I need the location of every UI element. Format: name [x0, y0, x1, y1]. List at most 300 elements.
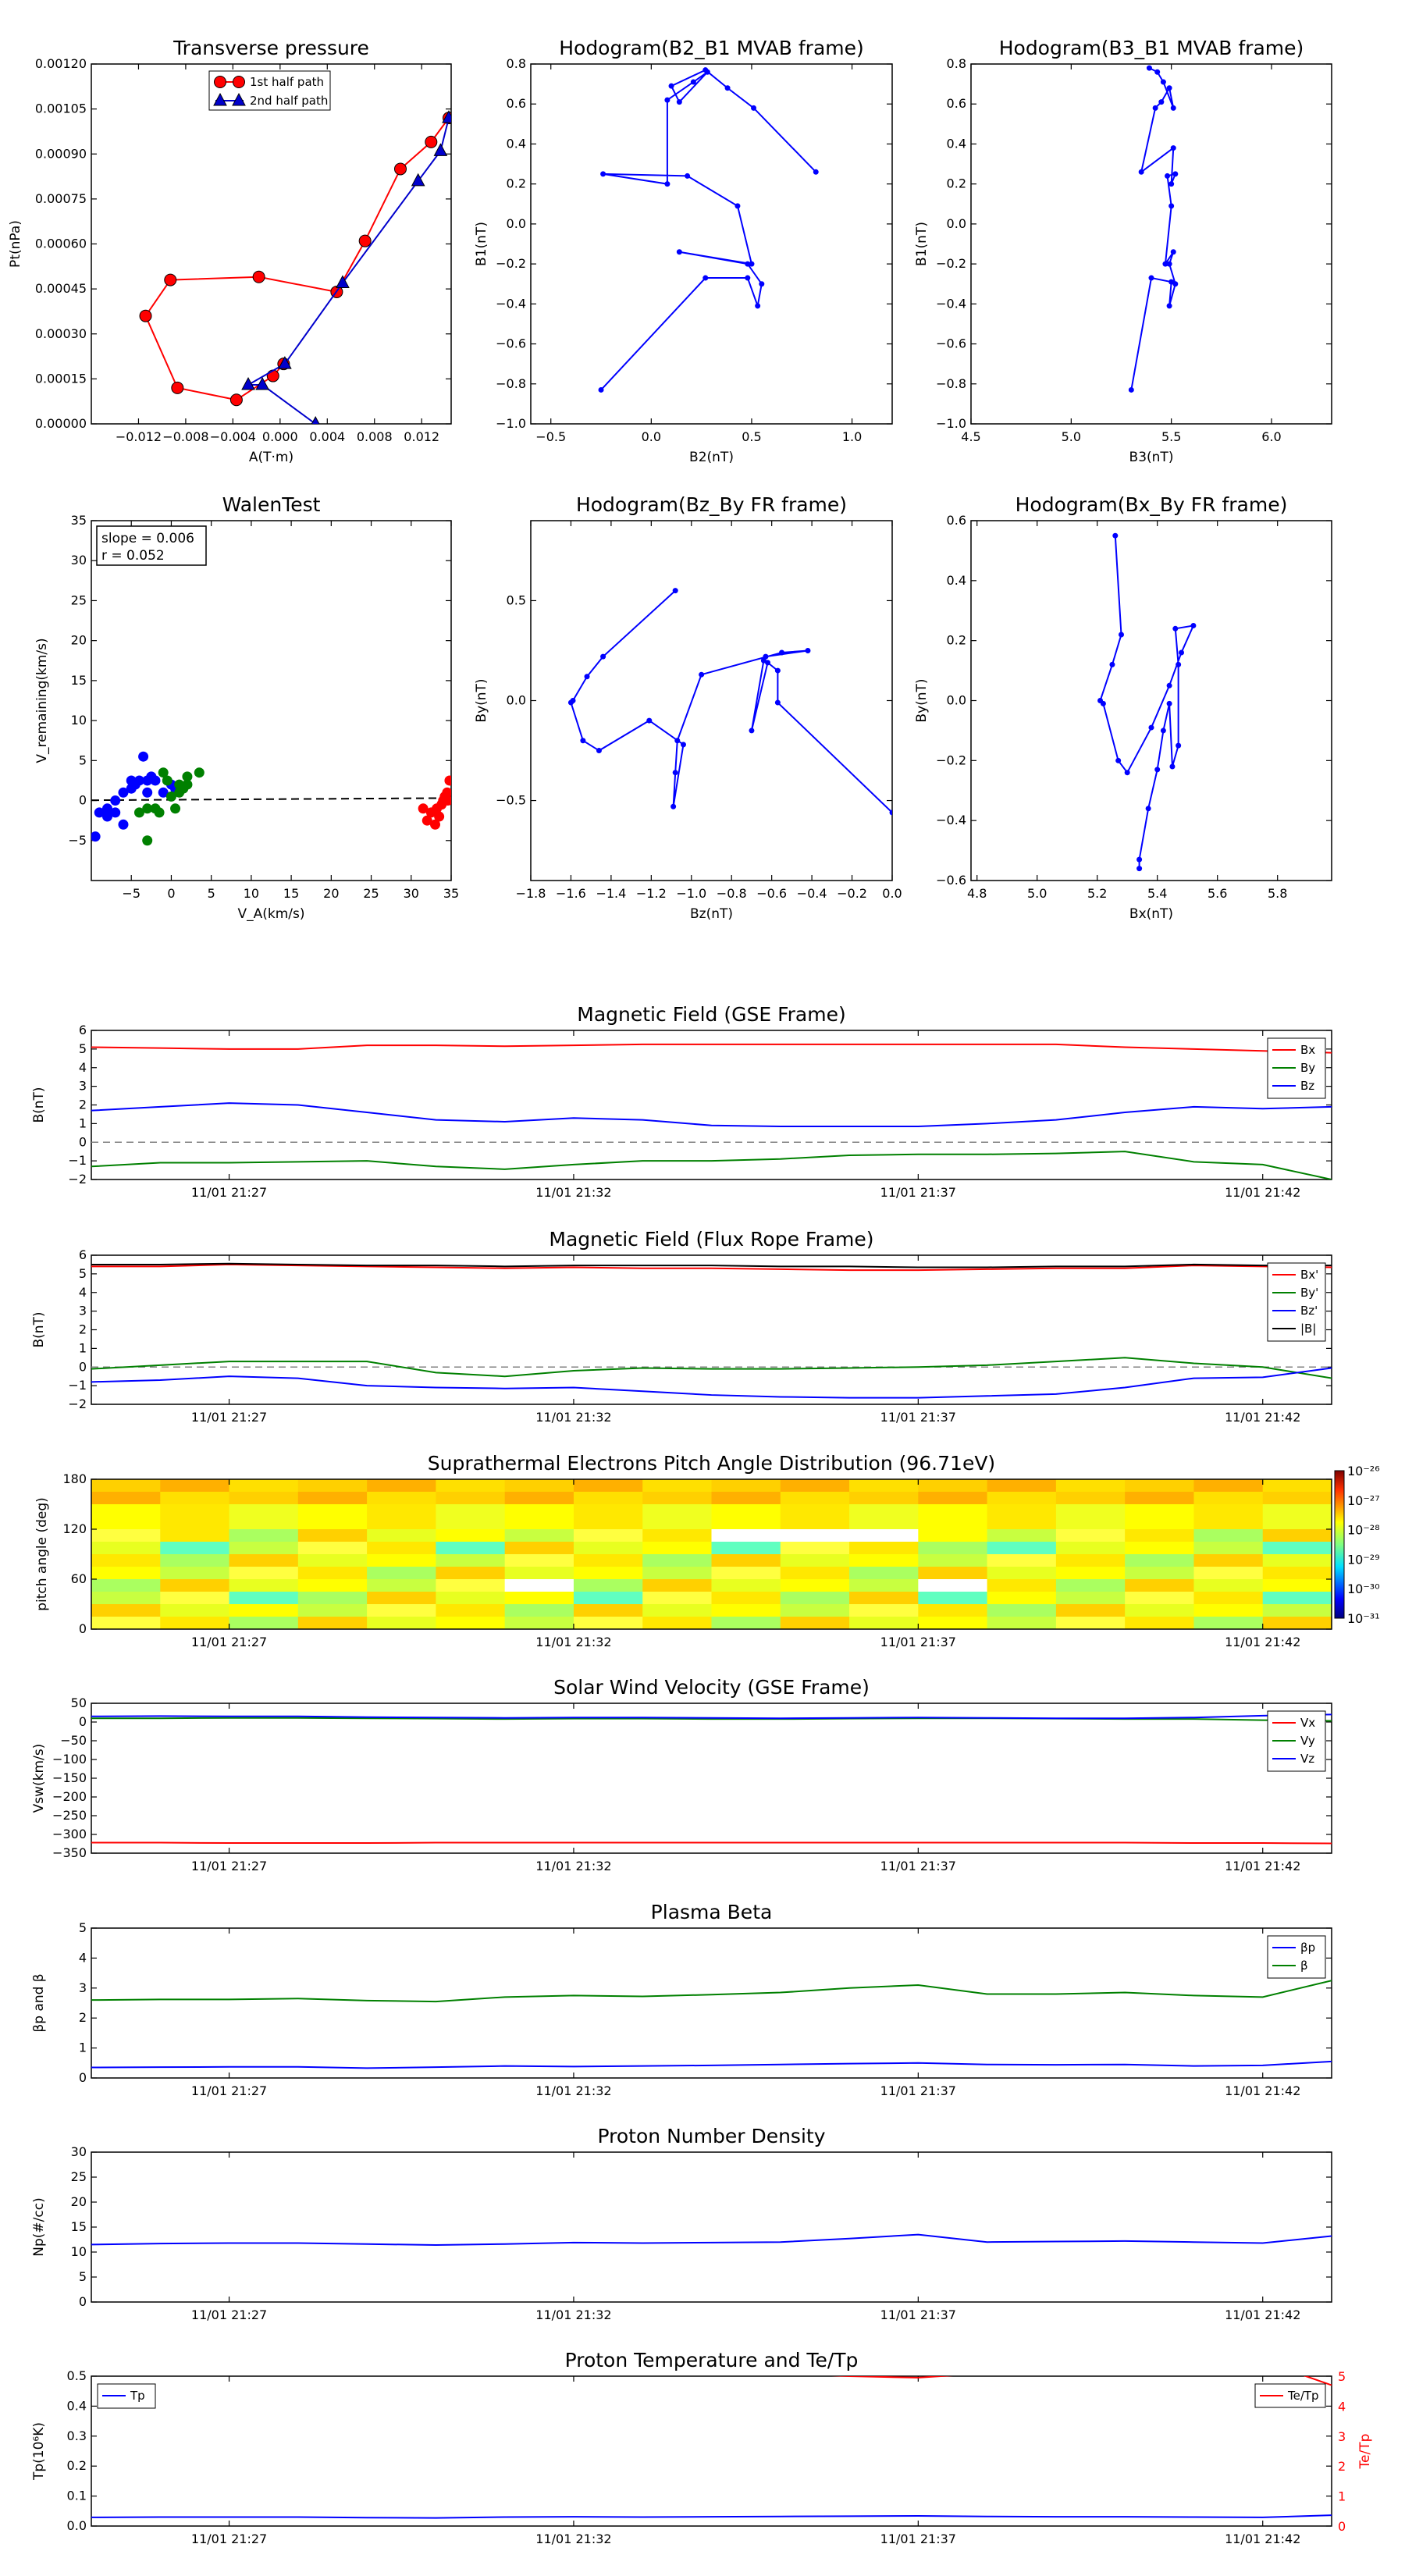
vsw-legend-label: Vx — [1300, 1716, 1316, 1730]
mf_gse-ytick-label: 3 — [78, 1078, 87, 1094]
h3-point — [699, 672, 704, 678]
h2-ytick-label: −0.4 — [936, 296, 966, 311]
h2-ytick-label: 0.2 — [946, 176, 966, 191]
mf_gse-ytick-label: −1 — [68, 1153, 87, 1169]
walen-ytick-label: 30 — [70, 553, 87, 568]
h3-xtick-label: −1.6 — [556, 886, 586, 901]
pad-cell — [1263, 1517, 1332, 1530]
pad-cell — [367, 1617, 436, 1630]
h4-ytick-label: −0.4 — [936, 813, 966, 828]
tp-point — [434, 144, 446, 155]
mf_gse-ylabel: B(nT) — [31, 1087, 47, 1123]
pad-cell — [298, 1617, 368, 1630]
h3-xtick-label: −0.8 — [716, 886, 747, 901]
pad-cell — [781, 1554, 850, 1567]
h1-point — [599, 387, 604, 393]
tp2-legend-right-label: Te/Tp — [1288, 2389, 1319, 2403]
h4-ytick-label: 0.0 — [946, 692, 966, 708]
np-ytick-label: 0 — [78, 2294, 87, 2309]
h2-plot — [1129, 66, 1178, 393]
pad-cell — [574, 1492, 643, 1505]
h4-point — [1172, 626, 1178, 632]
tp2-ytick-label: 0.3 — [66, 2428, 87, 2443]
np-ytick-label: 10 — [70, 2244, 87, 2259]
mf_gse-legend-label: By — [1300, 1061, 1316, 1075]
pad-cell — [436, 1592, 505, 1605]
h2-ytick-label: 0.8 — [946, 56, 966, 71]
h2-point — [1129, 387, 1134, 393]
pad-cell — [160, 1529, 229, 1542]
pad-cell — [918, 1617, 987, 1630]
h3-point — [673, 588, 678, 593]
mf_fr-ytick-label: −2 — [68, 1397, 87, 1411]
pad-cell — [574, 1567, 643, 1580]
pad-cell — [1263, 1604, 1332, 1617]
h1-ytick-label: 0.6 — [506, 96, 526, 112]
pad-cell — [642, 1617, 712, 1630]
pad-cell — [436, 1542, 505, 1555]
pad-cell — [1056, 1504, 1126, 1517]
pad-cell — [436, 1567, 505, 1580]
walen-point — [155, 807, 165, 817]
beta-xtick-label: 11/01 21:42 — [1225, 2083, 1301, 2098]
h4-point — [1167, 683, 1172, 688]
pad-cell — [160, 1579, 229, 1592]
pad-cell — [1056, 1542, 1126, 1555]
pad-cell — [367, 1579, 436, 1592]
h2-ytick-label: −0.6 — [936, 336, 966, 351]
pad-cell — [229, 1579, 299, 1592]
pad-cell — [574, 1579, 643, 1592]
h1-point — [677, 99, 682, 105]
tp-xtick-label: 0.008 — [356, 429, 393, 444]
pad-cell — [781, 1617, 850, 1630]
h1-point — [725, 85, 731, 91]
pad-cell — [91, 1604, 161, 1617]
pad-cell — [987, 1554, 1057, 1567]
pad-cell — [849, 1529, 919, 1542]
beta-ytick-label: 5 — [78, 1920, 87, 1935]
pad-cell — [574, 1504, 643, 1517]
tp2-y2tick-label: 3 — [1338, 2428, 1346, 2444]
mf_fr-axes — [31, 1228, 1332, 1425]
mf_fr-ytick-label: 6 — [78, 1247, 87, 1262]
tp2-ylabel: Tp(10⁶K) — [31, 2421, 47, 2481]
pad-cell — [1193, 1579, 1263, 1592]
beta-legend-label: β — [1300, 1959, 1308, 1973]
h1-ytick-label: 0.4 — [506, 136, 526, 151]
pad-cell — [229, 1592, 299, 1605]
pad-cell — [781, 1567, 850, 1580]
mf_fr-legend-label: |B| — [1300, 1322, 1317, 1336]
pad-cell — [1193, 1592, 1263, 1605]
h1-series-line-0 — [601, 70, 816, 390]
pad-cell — [849, 1567, 919, 1580]
pad-cell — [1125, 1529, 1194, 1542]
h1-point — [755, 303, 760, 308]
h3-point — [775, 668, 781, 674]
pad-cell — [367, 1479, 436, 1493]
h3-point — [674, 738, 680, 743]
h4-frame — [971, 521, 1332, 881]
pad-cell — [642, 1517, 712, 1530]
np-xtick-label: 11/01 21:37 — [880, 2307, 956, 2322]
walen-point — [174, 788, 184, 798]
pad-cell — [1263, 1617, 1332, 1630]
h4-point — [1176, 662, 1181, 667]
h1-ytick-label: 0.8 — [506, 56, 526, 71]
pad-cell — [712, 1517, 781, 1530]
walen-point — [182, 780, 192, 790]
tp-point — [230, 394, 242, 406]
pad-cell — [298, 1592, 368, 1605]
pad-cell — [1263, 1592, 1332, 1605]
pad-cell — [1125, 1479, 1194, 1493]
pad-cell — [712, 1529, 781, 1542]
vsw-ytick-label: 0 — [78, 1714, 87, 1729]
walen-point — [126, 784, 137, 794]
h4-point — [1149, 725, 1154, 731]
pad-cell — [367, 1504, 436, 1517]
tp-point — [425, 136, 437, 148]
pad-cell — [987, 1479, 1057, 1493]
pad-cell — [1263, 1492, 1332, 1505]
pad-cell — [1056, 1579, 1126, 1592]
pad-cell — [367, 1542, 436, 1555]
pad-cell — [781, 1479, 850, 1493]
h4-xtick-label: 5.6 — [1207, 886, 1228, 901]
pad-cell — [1125, 1504, 1194, 1517]
vsw-ytick-label: −200 — [52, 1789, 87, 1804]
h3-ytick-label: 0.0 — [506, 692, 526, 708]
pad-cell — [918, 1579, 987, 1592]
pad-cell — [91, 1617, 161, 1630]
beta-ytick-label: 4 — [78, 1950, 87, 1966]
pad-cell — [987, 1517, 1057, 1530]
h1-point — [813, 169, 819, 175]
pad-ytick-label: 0 — [78, 1621, 87, 1636]
pad-cell — [160, 1517, 229, 1530]
beta-frame — [91, 1928, 1332, 2078]
vsw-xtick-label: 11/01 21:32 — [535, 1859, 612, 1873]
tp2-ytick-label: 0.2 — [66, 2458, 87, 2474]
h3-point — [749, 728, 754, 733]
mf_gse-plot — [91, 1044, 1332, 1179]
h2-ytick-label: −0.8 — [936, 375, 966, 391]
np-series-0 — [91, 2235, 1332, 2245]
pad-cell — [229, 1554, 299, 1567]
pad-cell — [91, 1567, 161, 1580]
h3-plot — [568, 588, 895, 815]
h3-point — [763, 654, 768, 660]
pad-cell — [781, 1517, 850, 1530]
h2-xlabel: B3(nT) — [1129, 450, 1174, 465]
tp2-y2tick-label: 5 — [1338, 2369, 1346, 2384]
h3-point — [805, 648, 810, 653]
pad-cell — [91, 1479, 161, 1493]
vsw-xtick-label: 11/01 21:42 — [1225, 1859, 1301, 1873]
pad-cell — [436, 1604, 505, 1617]
pad-cell — [1056, 1479, 1126, 1493]
tp-ylabel: Pt(nPa) — [8, 220, 23, 268]
tp-point — [267, 370, 279, 382]
h1-point — [751, 105, 756, 111]
h3-xtick-label: −1.8 — [515, 886, 546, 901]
vsw-xtick-label: 11/01 21:37 — [880, 1859, 956, 1873]
h3-title: Hodogram(Bz_By FR frame) — [575, 493, 848, 516]
h1-xtick-label: −0.5 — [535, 429, 567, 444]
h3-xtick-label: −0.6 — [756, 886, 788, 901]
tp-legend — [209, 71, 330, 110]
pad-xtick-label: 11/01 21:37 — [880, 1635, 956, 1649]
tp2-xtick-label: 11/01 21:37 — [880, 2532, 956, 2546]
tp-xtick-label: 0.000 — [261, 429, 298, 444]
vsw-legend — [1268, 1711, 1325, 1771]
walen-point — [142, 835, 152, 845]
h4-point — [1161, 728, 1166, 733]
vsw-ytick-label: −150 — [52, 1770, 87, 1785]
tp-ytick-label: 0.00000 — [34, 416, 87, 431]
pad-cell — [91, 1504, 161, 1517]
mf_fr-ytick-label: 3 — [78, 1303, 87, 1318]
h1-point — [664, 98, 670, 103]
pad-cell — [712, 1604, 781, 1617]
pad-colorbar-label: 10⁻³⁰ — [1347, 1582, 1380, 1597]
h4-point — [1119, 632, 1124, 637]
tp-legend-marker — [233, 76, 245, 88]
pad-cell — [505, 1504, 574, 1517]
walen-xtick-label: 15 — [283, 886, 300, 901]
pad-cell — [160, 1479, 229, 1493]
pad-colorbar — [1335, 1471, 1344, 1618]
pad-cell — [849, 1579, 919, 1592]
tp2-legend-right — [1255, 2384, 1325, 2407]
h4-xlabel: Bx(nT) — [1129, 906, 1174, 922]
pad-cell — [229, 1479, 299, 1493]
tp-xtick-label: −0.004 — [209, 429, 256, 444]
pad-cell — [436, 1579, 505, 1592]
pad-cell — [987, 1617, 1057, 1630]
tp-point — [242, 378, 254, 390]
pad-colorbar-label: 10⁻²⁸ — [1347, 1522, 1380, 1538]
pad-cell — [1056, 1554, 1126, 1567]
h2-ytick-label: 0.4 — [946, 136, 966, 151]
pad-cell — [781, 1504, 850, 1517]
vsw-ytick-label: −350 — [52, 1845, 87, 1860]
h4-point — [1190, 623, 1196, 628]
pad-cell — [1193, 1492, 1263, 1505]
pad-cell — [1125, 1492, 1194, 1505]
beta-series-1 — [91, 1980, 1332, 2001]
pad-cell — [712, 1554, 781, 1567]
tp-ytick-label: 0.00120 — [34, 56, 87, 71]
mf_fr-ytick-label: 4 — [78, 1284, 87, 1300]
mf_gse-legend-label: Bz — [1300, 1079, 1315, 1093]
h1-title: Hodogram(B2_B1 MVAB frame) — [559, 37, 864, 59]
tp2-ytick-label: 0.5 — [66, 2368, 87, 2383]
h1-ytick-label: −1.0 — [496, 416, 526, 431]
tp2-legend-label: Tp — [130, 2389, 145, 2403]
pad-cell — [91, 1592, 161, 1605]
walen-point — [162, 775, 173, 785]
mf_gse-ytick-label: 0 — [78, 1134, 87, 1150]
mf_gse-ytick-label: 5 — [78, 1041, 87, 1056]
h4-point — [1115, 758, 1121, 763]
mf_gse-axes — [31, 1003, 1332, 1200]
pad-ytick-label: 60 — [70, 1571, 87, 1586]
pad-colorbar-label: 10⁻²⁹ — [1347, 1552, 1380, 1567]
h3-xlabel: Bz(nT) — [689, 906, 734, 922]
pad-cell — [642, 1604, 712, 1617]
vsw-title: Solar Wind Velocity (GSE Frame) — [553, 1676, 870, 1699]
h4-ytick-label: 0.2 — [946, 632, 966, 648]
mf_gse-legend — [1268, 1038, 1325, 1098]
h3-point — [775, 700, 781, 706]
pad-cell — [781, 1604, 850, 1617]
mf_fr-ylabel: B(nT) — [31, 1311, 47, 1348]
np-ytick-label: 25 — [70, 2169, 87, 2184]
mf_fr-ytick-label: 2 — [78, 1322, 87, 1337]
h3-ytick-label: −0.5 — [496, 792, 526, 808]
h4-xtick-label: 5.4 — [1147, 886, 1168, 901]
h3-xtick-label: −1.0 — [676, 886, 707, 901]
h3-ylabel: By(nT) — [474, 678, 489, 723]
pad-cell — [505, 1579, 574, 1592]
h3-point — [673, 770, 678, 775]
pad-cell — [642, 1529, 712, 1542]
pad-cell — [574, 1604, 643, 1617]
pad-cell — [1056, 1567, 1126, 1580]
pad-cell — [229, 1504, 299, 1517]
pad-cell — [160, 1542, 229, 1555]
walen-ytick-label: 5 — [78, 753, 87, 768]
pad-cell — [91, 1579, 161, 1592]
pad-cell — [1193, 1617, 1263, 1630]
h3-point — [646, 718, 652, 724]
tp-point — [359, 235, 371, 247]
pad-cell — [298, 1604, 368, 1617]
tp2-frame — [91, 2376, 1332, 2526]
h2-point — [1149, 276, 1154, 281]
pad-cell — [712, 1479, 781, 1493]
walen-point — [146, 771, 156, 781]
walen-r-text: r = 0.052 — [101, 548, 165, 564]
pad-xtick-label: 11/01 21:32 — [535, 1635, 612, 1649]
pad-cell — [1263, 1542, 1332, 1555]
pad-cell — [642, 1592, 712, 1605]
h4-point — [1154, 767, 1160, 772]
pad-cell — [987, 1579, 1057, 1592]
h1-point — [685, 173, 690, 179]
tp2-y2label: Te/Tp — [1357, 2433, 1373, 2469]
h4-point — [1112, 533, 1118, 539]
pad-cell — [1125, 1554, 1194, 1567]
pad-cell — [1056, 1492, 1126, 1505]
h4-series-line-0 — [1101, 535, 1193, 868]
pad-ylabel: pitch angle (deg) — [34, 1497, 50, 1611]
pad-cell — [1263, 1554, 1332, 1567]
pad-cell — [298, 1504, 368, 1517]
np-xtick-label: 11/01 21:32 — [535, 2307, 612, 2322]
pad-cell — [160, 1604, 229, 1617]
mf_fr-legend-label: Bx' — [1300, 1268, 1319, 1282]
pad-colorbar-label: 10⁻²⁷ — [1347, 1493, 1380, 1508]
walen-ylabel: V_remaining(km/s) — [34, 638, 50, 763]
pad-cell — [918, 1542, 987, 1555]
pad-cell — [712, 1579, 781, 1592]
walen-ytick-label: −5 — [68, 832, 87, 848]
h2-xtick-label: 4.5 — [961, 429, 981, 444]
pad-cell — [367, 1529, 436, 1542]
h2-ylabel: B1(nT) — [914, 222, 930, 266]
beta-legend-box — [1268, 1936, 1325, 1978]
pad-cell — [367, 1517, 436, 1530]
pad-cell — [1193, 1604, 1263, 1617]
vsw-ytick-label: −50 — [60, 1733, 87, 1748]
tp-series-line-0 — [146, 118, 449, 400]
h2-ytick-label: −1.0 — [936, 416, 966, 431]
walen-point — [426, 807, 436, 817]
walen-xtick-label: 10 — [243, 886, 260, 901]
vsw-frame — [91, 1703, 1332, 1853]
tp2-ytick-label: 0.0 — [66, 2518, 87, 2533]
pad-title: Suprathermal Electrons Pitch Angle Distribution (96.71eV) — [427, 1452, 996, 1475]
pad-cell — [918, 1592, 987, 1605]
h1-point — [600, 171, 606, 176]
walen-point — [194, 767, 205, 777]
pad-cell — [229, 1542, 299, 1555]
pad-cell — [642, 1479, 712, 1493]
pad-cell — [574, 1617, 643, 1630]
pad-cell — [574, 1592, 643, 1605]
tp-point — [140, 310, 151, 322]
pad-cell — [1125, 1517, 1194, 1530]
walen-annotation — [97, 526, 206, 565]
h1-xtick-label: 0.5 — [742, 429, 762, 444]
h1-point — [677, 249, 682, 254]
beta-xtick-label: 11/01 21:32 — [535, 2083, 612, 2098]
pad-cell — [918, 1517, 987, 1530]
tp2-xtick-label: 11/01 21:42 — [1225, 2532, 1301, 2546]
pad-cell — [298, 1529, 368, 1542]
np-ytick-label: 20 — [70, 2194, 87, 2209]
pad-cell — [229, 1617, 299, 1630]
h3-xtick-label: −0.2 — [837, 886, 867, 901]
beta-ylabel: βp and β — [31, 1973, 47, 2033]
h1-ytick-label: −0.2 — [496, 256, 526, 272]
h4-title: Hodogram(Bx_By FR frame) — [1015, 493, 1288, 516]
h1-ytick-label: −0.6 — [496, 336, 526, 351]
beta-ytick-label: 2 — [78, 2010, 87, 2026]
mf_gse-ytick-label: 4 — [78, 1059, 87, 1075]
pad-cell — [298, 1492, 368, 1505]
h2-point — [1162, 262, 1168, 267]
pad-cell — [367, 1592, 436, 1605]
mf_gse-xtick-label: 11/01 21:37 — [880, 1185, 956, 1200]
h2-point — [1172, 171, 1178, 176]
tp-ytick-label: 0.00090 — [34, 146, 87, 162]
h3-point — [571, 698, 576, 703]
h1-ytick-label: −0.8 — [496, 375, 526, 391]
walen-xtick-label: 20 — [323, 886, 340, 901]
walen-point — [138, 752, 148, 762]
pad-cell — [849, 1517, 919, 1530]
pad-cell — [1125, 1542, 1194, 1555]
pad-cell — [367, 1567, 436, 1580]
h2-point — [1154, 69, 1160, 75]
pad-cell — [505, 1554, 574, 1567]
mf_fr-xtick-label: 11/01 21:42 — [1225, 1410, 1301, 1425]
